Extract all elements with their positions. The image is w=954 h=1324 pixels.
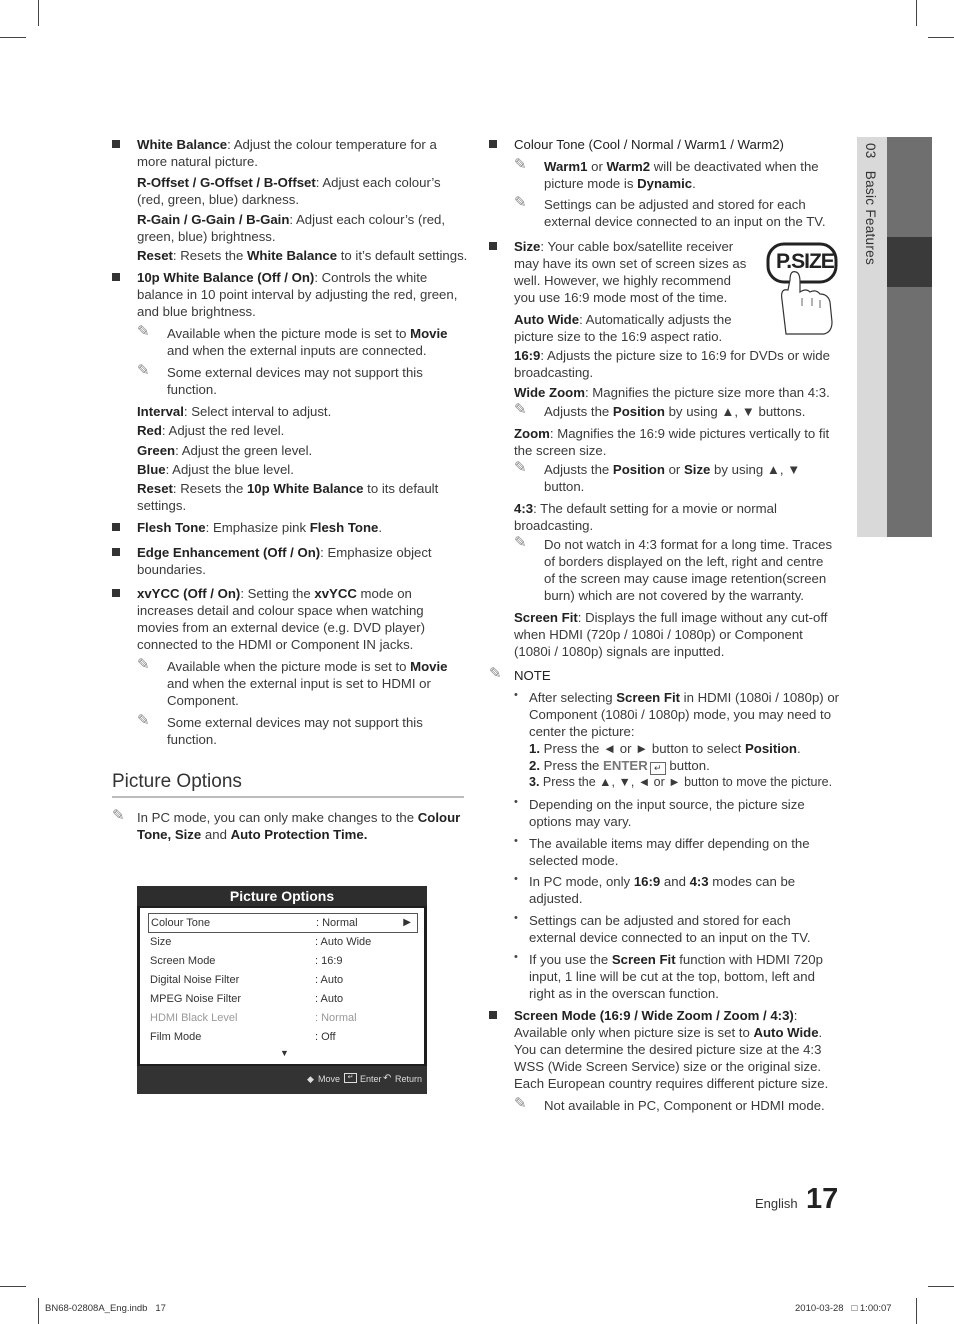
step-1: 1. Press the ◄ or ► button to select Position. xyxy=(529,741,801,756)
bullet-square xyxy=(112,589,120,597)
note-bullet: In PC mode, only 16:9 and 4:3 modes can be adjusted. xyxy=(529,874,796,906)
osd-row-digital-noise-filter[interactable]: Digital Noise Filter : Auto xyxy=(150,974,344,986)
osd-menu-list xyxy=(140,908,424,1064)
note-text: Adjusts the Position or Size by using ▲, ▼ button. xyxy=(544,462,801,494)
note-text: Warm1 or Warm2 will be deactivated when the picture mode is Dynamic. xyxy=(544,159,819,191)
osd-title: Picture Options xyxy=(137,886,427,906)
offset-item: R-Offset / G-Offset / B-Offset: Adjust each colour’s (red, green, blue) darkness. xyxy=(137,175,441,207)
bullet-dot: • xyxy=(514,796,518,808)
page-number: 17 xyxy=(806,1183,839,1215)
crop-mark xyxy=(38,1298,39,1324)
osd-row-film-mode[interactable]: Film Mode : Off xyxy=(150,1031,336,1043)
heading-rule xyxy=(112,796,464,798)
interval-item: Interval: Select interval to adjust. xyxy=(137,404,332,419)
note-bullet: The available items may differ depending on the selected mode. xyxy=(529,836,810,868)
169-item: 16:9: Adjusts the picture size to 16:9 for DVDs or wide broadcasting. xyxy=(514,348,830,380)
section-heading: Picture Options xyxy=(112,771,242,792)
screen-fit-item: Screen Fit: Displays the full image without any cut-off when HDMI (720p / 1080i / 1080p) or Component (1080i / 1080p) signals are inputted. xyxy=(514,610,828,659)
language-label: English xyxy=(755,1196,798,1211)
side-tab-label: 03 Basic Features xyxy=(863,143,878,266)
note-icon: ✎ xyxy=(514,534,527,551)
10p-white-balance-item: 10p White Balance (Off / On): Controls the white balance in 10 point interval by adjusting the red, green, and blue brightness. xyxy=(137,270,458,319)
note-text: Available when the picture mode is set to Movie and when the external input is set to HDMI or Component. xyxy=(167,659,448,708)
bullet-square xyxy=(489,242,497,250)
bullet-square xyxy=(112,140,120,148)
note-text: Available when the picture mode is set to Movie and when the external inputs are connected. xyxy=(167,326,448,358)
reset-item: Reset: Resets the White Balance to it’s default settings. xyxy=(137,248,468,263)
green-item: Green: Adjust the green level. xyxy=(137,443,313,458)
note-icon: ✎ xyxy=(514,401,527,418)
note-text: Settings can be adjusted and stored for each external device connected to an input on the TV. xyxy=(544,197,826,229)
reset-item: Reset: Resets the 10p White Balance to its default settings. xyxy=(137,481,439,513)
enter-icon: ↵ xyxy=(344,1073,357,1083)
note-text: Do not watch in 4:3 format for a long time. Traces of borders displayed on the left, right and centre of the screen may cause image retention(screen burn) which are not covered by the warranty. xyxy=(544,537,833,603)
scroll-down-icon[interactable]: ▼ xyxy=(280,1048,289,1058)
note-icon: ✎ xyxy=(514,1095,527,1112)
note-text: Not available in PC, Component or HDMI mode. xyxy=(544,1098,825,1113)
zoom-item: Zoom: Magnifies the 16:9 wide pictures vertically to fit the screen size. xyxy=(514,426,830,458)
crop-mark xyxy=(0,37,26,38)
osd-row-hdmi-black-level: HDMI Black Level : Normal xyxy=(150,1012,357,1024)
edge-enhancement-item: Edge Enhancement (Off / On): Emphasize object boundaries. xyxy=(137,545,432,577)
note-bullet: Depending on the input source, the picture size options may vary. xyxy=(529,797,805,829)
bullet-square xyxy=(112,523,120,531)
note-icon: ✎ xyxy=(137,323,150,340)
size-item: Size: Your cable box/satellite receiver may have its own set of screen sizes as well. However, we highly recommend you use 16:9 mode most of the time. xyxy=(514,239,747,305)
osd-footer xyxy=(137,1066,427,1094)
note-icon: ✎ xyxy=(137,362,150,379)
note-icon: ✎ xyxy=(514,194,527,211)
bullet-square xyxy=(489,1011,497,1019)
note-bullet: Settings can be adjusted and stored for each external device connected to an input on the TV. xyxy=(529,913,811,945)
bullet-dot: • xyxy=(514,912,518,924)
osd-row-colour-tone[interactable]: Colour Tone : Normal ▶ xyxy=(148,913,418,933)
bullet-dot: • xyxy=(514,689,518,701)
crop-mark xyxy=(928,1286,954,1287)
crop-mark xyxy=(916,0,917,26)
return-icon: ↶ xyxy=(383,1073,392,1084)
move-icon: ◆ xyxy=(307,1074,314,1084)
psize-button-illustration xyxy=(762,240,838,335)
note-text: Some external devices may not support this function. xyxy=(167,715,423,747)
step-3: 3. Press the ▲, ▼, ◄ or ► button to move the picture. xyxy=(529,775,833,789)
white-balance-item: White Balance: Adjust the colour temperature for a more natural picture. xyxy=(137,137,437,169)
osd-row-screen-mode[interactable]: Screen Mode : 16:9 xyxy=(150,955,343,967)
file-info: BN68-02808A_Eng.indb 17 xyxy=(45,1303,166,1314)
blue-item: Blue: Adjust the blue level. xyxy=(137,462,294,477)
enter-icon: ↵ xyxy=(650,762,666,775)
print-date: 2010-03-28 □ 1:00:07 xyxy=(795,1303,892,1314)
bullet-square xyxy=(112,273,120,281)
xvycc-item: xvYCC (Off / On): Setting the xvYCC mode on increases detail and colour space when watching movies from an external device (e.g. DVD player) connected to the HDMI or Component IN jacks. xyxy=(137,586,426,652)
note-label: NOTE xyxy=(514,668,551,683)
43-item: 4:3: The default setting for a movie or normal broadcasting. xyxy=(514,501,777,533)
auto-wide-item: Auto Wide: Automatically adjusts the picture size to the 16:9 aspect ratio. xyxy=(514,312,732,344)
screen-mode-item: Screen Mode (16:9 / Wide Zoom / Zoom / 4:3): Available only when picture size is set to Auto Wide. You can determine the desired picture size at the 4:3 WSS (Wide Screen Service) size or the original size. Each European country requires different picture size. xyxy=(514,1008,829,1091)
note-bullet: After selecting Screen Fit in HDMI (1080i / 1080p) or Component (1080i / 1080p) mode, you may need to center the picture: xyxy=(529,690,840,739)
gain-item: R-Gain / G-Gain / B-Gain: Adjust each colour’s (red, green, blue) brightness. xyxy=(137,212,446,244)
bullet-square xyxy=(489,140,497,148)
note-icon: ✎ xyxy=(514,156,527,173)
step-2: 2. Press the ENTER ↵ button. xyxy=(529,758,710,773)
flesh-tone-item: Flesh Tone: Emphasize pink Flesh Tone. xyxy=(137,520,383,535)
bullet-dot: • xyxy=(514,951,518,963)
note-text: Some external devices may not support this function. xyxy=(167,365,423,397)
osd-return-label: Return xyxy=(395,1074,423,1084)
picture-options-osd xyxy=(137,886,427,1094)
note-icon: ✎ xyxy=(137,712,150,729)
osd-enter-label: Enter xyxy=(360,1074,382,1084)
note-icon: ✎ xyxy=(137,656,150,673)
colour-tone-item: Colour Tone (Cool / Normal / Warm1 / Warm2) xyxy=(514,137,784,152)
crop-mark xyxy=(38,0,39,26)
osd-row-mpeg-noise-filter[interactable]: MPEG Noise Filter : Auto xyxy=(150,993,344,1005)
note-text: Adjusts the Position by using ▲, ▼ buttons. xyxy=(544,404,806,419)
side-tab-block xyxy=(887,287,932,537)
note-bullet: If you use the Screen Fit function with HDMI 720p input, 1 line will be cut at the top, bottom, left and right as in the overscan function. xyxy=(529,952,823,1001)
osd-row-size[interactable]: Size : Auto Wide xyxy=(150,936,372,948)
bullet-dot: • xyxy=(514,835,518,847)
bullet-dot: • xyxy=(514,873,518,885)
psize-label: P.SIZE xyxy=(776,250,834,273)
bullet-square xyxy=(112,548,120,556)
red-item: Red: Adjust the red level. xyxy=(137,423,285,438)
note-icon: ✎ xyxy=(489,665,502,682)
crop-mark xyxy=(916,1298,917,1324)
pc-mode-note: In PC mode, you can only make changes to the Colour Tone, Size and Auto Protection Time. xyxy=(137,810,461,842)
wide-zoom-item: Wide Zoom: Magnifies the picture size more than 4:3. xyxy=(514,385,830,400)
arrow-right-icon: ▶ xyxy=(403,917,411,928)
side-tab-block xyxy=(887,137,932,237)
crop-mark xyxy=(0,1286,26,1287)
side-tab-active-block xyxy=(887,237,932,287)
note-icon: ✎ xyxy=(112,807,125,824)
note-icon: ✎ xyxy=(514,459,527,476)
osd-move-label: Move xyxy=(318,1074,341,1084)
crop-mark xyxy=(928,37,954,38)
